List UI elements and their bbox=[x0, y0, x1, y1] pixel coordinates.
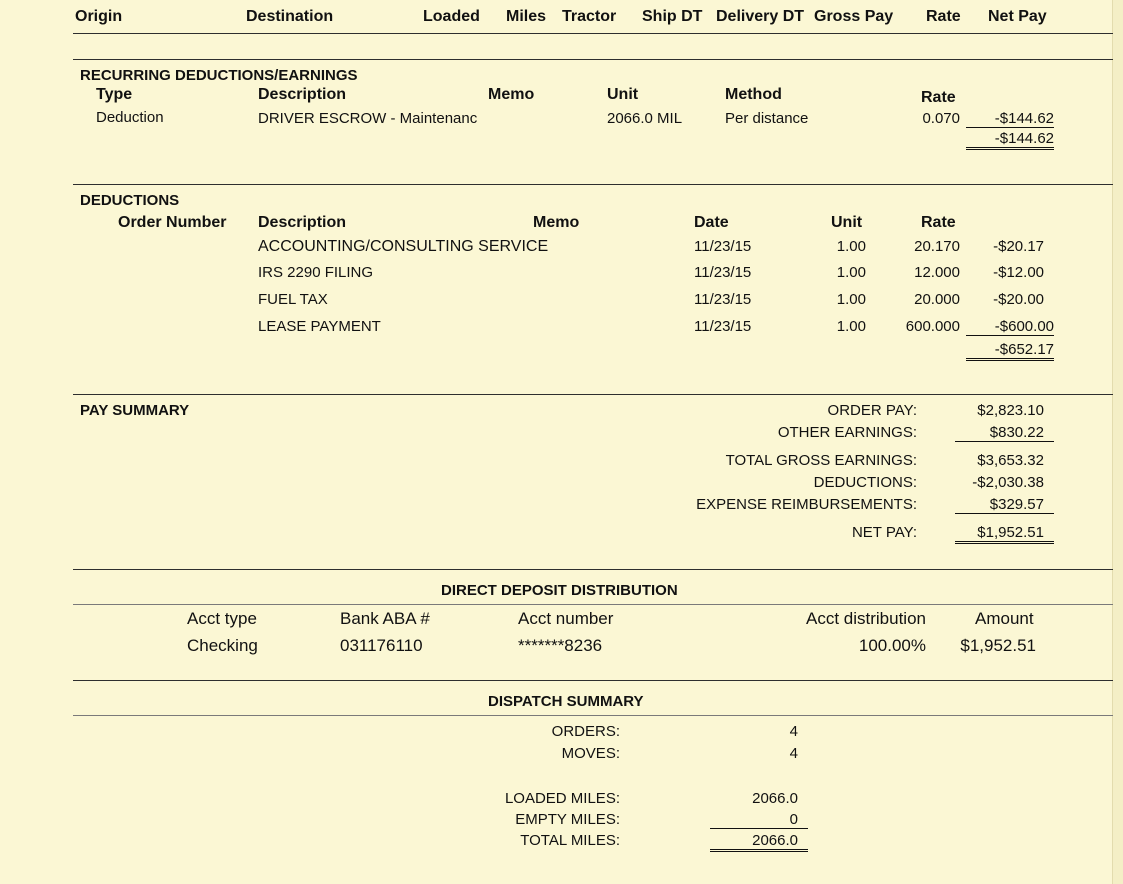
divider bbox=[73, 715, 1113, 716]
col-type: Type bbox=[96, 86, 133, 103]
net-pay-value bbox=[955, 524, 1054, 544]
total-miles-value bbox=[710, 832, 808, 852]
order-pay-label: ORDER PAY: bbox=[827, 402, 917, 419]
other-earnings-amount: $830.22 bbox=[989, 424, 1044, 441]
recurring-method: Per distance bbox=[725, 110, 809, 127]
col-description: Description bbox=[258, 214, 347, 231]
deposit-amount-value: $1,952.51 bbox=[960, 636, 1036, 655]
deduction-amount: -$12.00 bbox=[993, 264, 1044, 281]
col-amount: Amount bbox=[975, 609, 1034, 628]
deductions-value: -$2,030.38 bbox=[972, 474, 1044, 491]
divider bbox=[73, 33, 1113, 34]
section-title: PAY SUMMARY bbox=[80, 402, 190, 419]
divider bbox=[73, 394, 1113, 395]
header-gross-pay: Gross Pay bbox=[814, 8, 894, 25]
expense-reimbursements-value bbox=[955, 496, 1054, 514]
total-miles-amount: 2066.0 bbox=[752, 832, 798, 849]
header-origin: Origin bbox=[75, 8, 123, 25]
header-destination: Destination bbox=[246, 8, 334, 25]
deduction-unit: 1.00 bbox=[836, 238, 866, 255]
recurring-unit: 2066.0 MIL bbox=[607, 110, 683, 127]
acct-distribution-value: 100.00% bbox=[858, 636, 926, 655]
deduction-date: 11/23/15 bbox=[694, 264, 752, 281]
col-unit: Unit bbox=[607, 86, 639, 103]
page-edge bbox=[1112, 0, 1123, 884]
header-miles: Miles bbox=[506, 8, 547, 25]
total-gross-value: $3,653.32 bbox=[977, 452, 1044, 469]
header-rate: Rate bbox=[926, 8, 961, 25]
deduction-unit: 1.00 bbox=[836, 318, 866, 335]
divider bbox=[73, 569, 1113, 570]
header-delivery-dt: Delivery DT bbox=[716, 8, 805, 25]
recurring-rate: 0.070 bbox=[922, 110, 960, 127]
moves-value: 4 bbox=[789, 745, 798, 762]
section-title: DIRECT DEPOSIT DISTRIBUTION bbox=[441, 582, 678, 599]
section-title: DEDUCTIONS bbox=[80, 192, 180, 209]
recurring-description: DRIVER ESCROW - Maintenanc bbox=[258, 110, 478, 127]
col-method: Method bbox=[725, 86, 782, 103]
deduction-rate: 12.000 bbox=[914, 264, 960, 281]
deduction-description: LEASE PAYMENT bbox=[258, 318, 381, 335]
expense-amount: $329.57 bbox=[989, 496, 1044, 513]
empty-miles-label: EMPTY MILES: bbox=[515, 811, 620, 828]
section-title: RECURRING DEDUCTIONS/EARNINGS bbox=[80, 67, 358, 84]
net-pay-label: NET PAY: bbox=[851, 524, 917, 541]
deduction-unit: 1.00 bbox=[836, 291, 866, 308]
deduction-amount: -$20.17 bbox=[993, 238, 1044, 255]
deduction-rate: 20.170 bbox=[914, 238, 960, 255]
deduction-rate: 600.000 bbox=[905, 318, 960, 335]
net-pay-amount: $1,952.51 bbox=[977, 524, 1044, 541]
loaded-miles-label: LOADED MILES: bbox=[504, 790, 620, 807]
deduction-date: 11/23/15 bbox=[694, 291, 752, 308]
total-miles-label: TOTAL MILES: bbox=[520, 832, 620, 849]
deduction-amount: -$20.00 bbox=[993, 291, 1044, 308]
orders-label: ORDERS: bbox=[551, 723, 620, 740]
col-bank-aba: Bank ABA # bbox=[340, 609, 430, 628]
other-earnings-label: OTHER EARNINGS: bbox=[777, 424, 917, 441]
deduction-description: FUEL TAX bbox=[258, 291, 328, 308]
col-memo: Memo bbox=[488, 86, 535, 103]
acct-number-value: *******8236 bbox=[518, 636, 603, 655]
col-unit: Unit bbox=[831, 214, 863, 231]
total-gross-label: TOTAL GROSS EARNINGS: bbox=[725, 452, 917, 469]
deduction-date: 11/23/15 bbox=[694, 318, 752, 335]
recurring-amount: -$144.62 bbox=[966, 110, 1054, 128]
divider bbox=[73, 184, 1113, 185]
expense-reimbursements-label: EXPENSE REIMBURSEMENTS: bbox=[696, 496, 917, 513]
deductions-total: -$652.17 bbox=[966, 341, 1054, 361]
header-net-pay: Net Pay bbox=[988, 8, 1047, 25]
acct-type-value: Checking bbox=[187, 636, 258, 655]
deduction-description: IRS 2290 FILING bbox=[258, 264, 374, 281]
empty-miles-amount: 0 bbox=[789, 811, 798, 828]
other-earnings-value bbox=[955, 424, 1054, 442]
col-acct-number: Acct number bbox=[518, 609, 614, 628]
recurring-total: -$144.62 bbox=[966, 130, 1054, 150]
deduction-unit: 1.00 bbox=[836, 264, 866, 281]
deduction-date: 11/23/15 bbox=[694, 238, 752, 255]
deduction-amount: -$600.00 bbox=[966, 318, 1054, 336]
col-date: Date bbox=[694, 214, 729, 231]
col-acct-type: Acct type bbox=[187, 609, 257, 628]
empty-miles-value bbox=[710, 811, 808, 829]
col-rate: Rate bbox=[921, 89, 956, 106]
bank-aba-value: 031176110 bbox=[340, 636, 423, 655]
header-loaded: Loaded bbox=[423, 8, 480, 25]
deductions-label: DEDUCTIONS: bbox=[813, 474, 917, 491]
loaded-miles-value: 2066.0 bbox=[752, 790, 798, 807]
header-ship-dt: Ship DT bbox=[642, 8, 703, 25]
moves-label: MOVES: bbox=[561, 745, 620, 762]
deduction-rate: 20.000 bbox=[914, 291, 960, 308]
col-order-number: Order Number bbox=[118, 214, 227, 231]
col-memo: Memo bbox=[533, 214, 580, 231]
deduction-description: ACCOUNTING/CONSULTING SERVICE bbox=[258, 238, 549, 255]
order-pay-value: $2,823.10 bbox=[977, 402, 1044, 419]
header-tractor: Tractor bbox=[562, 8, 617, 25]
divider bbox=[73, 604, 1113, 605]
recurring-type: Deduction bbox=[96, 109, 164, 126]
col-description: Description bbox=[258, 86, 347, 103]
section-title: DISPATCH SUMMARY bbox=[488, 693, 644, 710]
col-rate: Rate bbox=[921, 214, 956, 231]
divider bbox=[73, 680, 1113, 681]
orders-value: 4 bbox=[789, 723, 798, 740]
col-acct-distribution: Acct distribution bbox=[806, 609, 926, 628]
divider bbox=[73, 59, 1113, 60]
